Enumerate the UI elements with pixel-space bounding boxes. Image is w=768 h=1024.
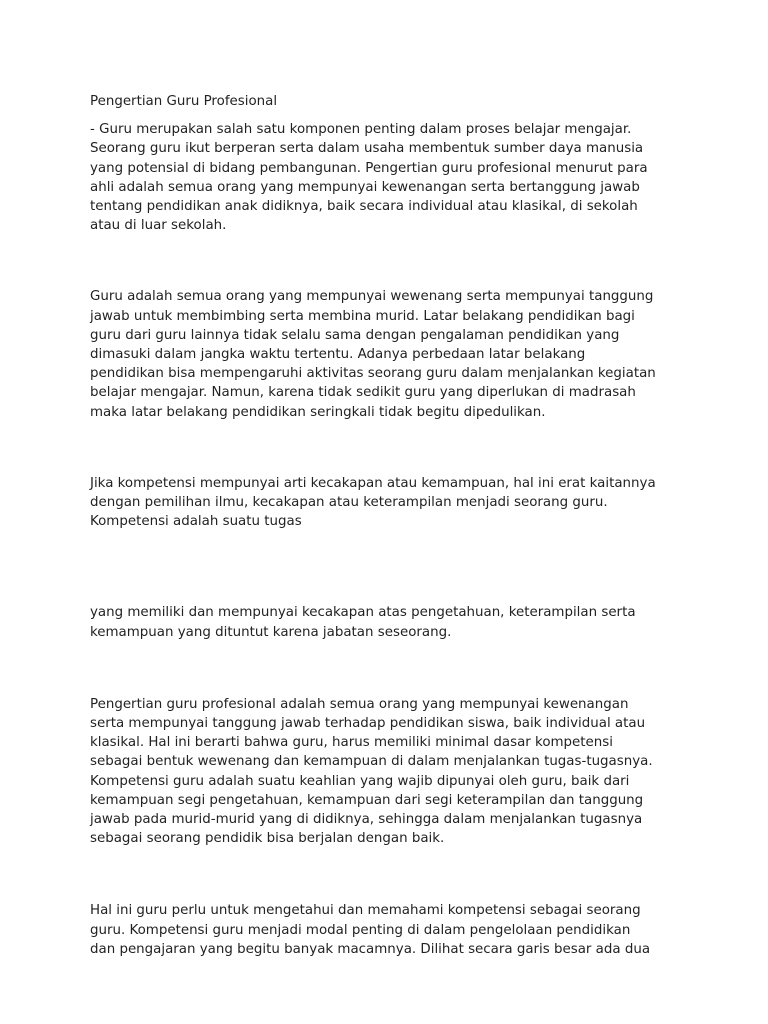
paragraph-line: atau di luar sekolah. [90,218,227,234]
paragraph-line: jawab pada murid-murid yang di didiknya, sehingga dalam menjalankan tugasnya [90,812,643,828]
paragraph-line: Kompetensi adalah suatu tugas [90,514,302,530]
paragraph-line: tentang pendidikan anak didiknya, baik secara individual atau klasikal, di sekolah [90,199,638,215]
paragraph-3 [90,474,690,532]
paragraph-line: jawab untuk membimbing serta membina murid. Latar belakang pendidikan bagi [90,308,635,324]
paragraph-5 [90,695,690,849]
paragraph-line: Jika kompetensi mempunyai arti kecakapan atau kemampuan, hal ini erat kaitannya [90,475,656,491]
paragraph-6 [90,901,690,959]
paragraph-4 [90,603,690,641]
paragraph-line: guru dari guru lainnya tidak selalu sama dengan pengalaman pendidikan yang [90,327,620,343]
paragraph-line: dengan pemilihan ilmu, kecakapan atau keterampilan menjadi seorang guru. [90,495,608,511]
paragraph-line: Guru adalah semua orang yang mempunyai wewenang serta mempunyai tanggung [90,289,654,305]
paragraph-line: maka latar belakang pendidikan seringkali tidak begitu dipedulikan. [90,404,546,420]
paragraph-1 [90,120,690,235]
paragraph-line: yang memiliki dan mempunyai kecakapan atas pengetahuan, keterampilan serta [90,605,636,621]
paragraph-line: kemampuan segi pengetahuan, kemampuan dari segi keterampilan dan tanggung [90,792,644,808]
paragraph-line: pendidikan bisa mempengaruhi aktivitas seorang guru dalam menjalankan kegiatan [90,366,656,382]
paragraph-line: ahli adalah semua orang yang mempunyai kewenangan serta bertanggung jawab [90,179,640,195]
paragraph-line: belajar mengajar. Namun, karena tidak sedikit guru yang diperlukan di madrasah [90,385,636,401]
paragraph-line: sebagai seorang pendidik bisa berjalan dengan baik. [90,831,445,847]
paragraph-line: dimasuki dalam jangka waktu tertentu. Adanya perbedaan latar belakang [90,347,586,363]
document-page [90,92,690,959]
paragraph-line: Seorang guru ikut berperan serta dalam usaha membentuk sumber daya manusia [90,141,644,157]
paragraph-line: yang potensial di bidang pembangunan. Pengertian guru profesional menurut para [90,160,648,176]
paragraph-line: sebagai bentuk wewenang dan kemampuan di dalam menjalankan tugas-tugasnya. [90,754,653,770]
paragraph-line: klasikal. Hal ini berarti bahwa guru, harus memiliki minimal dasar kompetensi [90,735,613,751]
paragraph-2 [90,287,690,421]
paragraph-line: kemampuan yang dituntut karena jabatan seseorang. [90,624,452,640]
document-title: Pengertian Guru Profesional [90,94,278,109]
paragraph-line: dan pengajaran yang begitu banyak macamnya. Dilihat secara garis besar ada dua [90,941,651,957]
paragraph-line: Pengertian guru profesional adalah semua orang yang mempunyai kewenangan [90,696,629,712]
paragraph-line: Hal ini guru perlu untuk mengetahui dan memahami kompetensi sebagai seorang [90,903,641,919]
paragraph-line: guru. Kompetensi guru menjadi modal penting di dalam pengelolaan pendidikan [90,922,631,938]
paragraph-line: serta mempunyai tanggung jawab terhadap pendidikan siswa, baik individual atau [90,716,646,732]
paragraph-line: Kompetensi guru adalah suatu keahlian yang wajib dipunyai oleh guru, baik dari [90,773,630,789]
paragraph-line: - Guru merupakan salah satu komponen penting dalam proses belajar mengajar. [90,122,632,138]
